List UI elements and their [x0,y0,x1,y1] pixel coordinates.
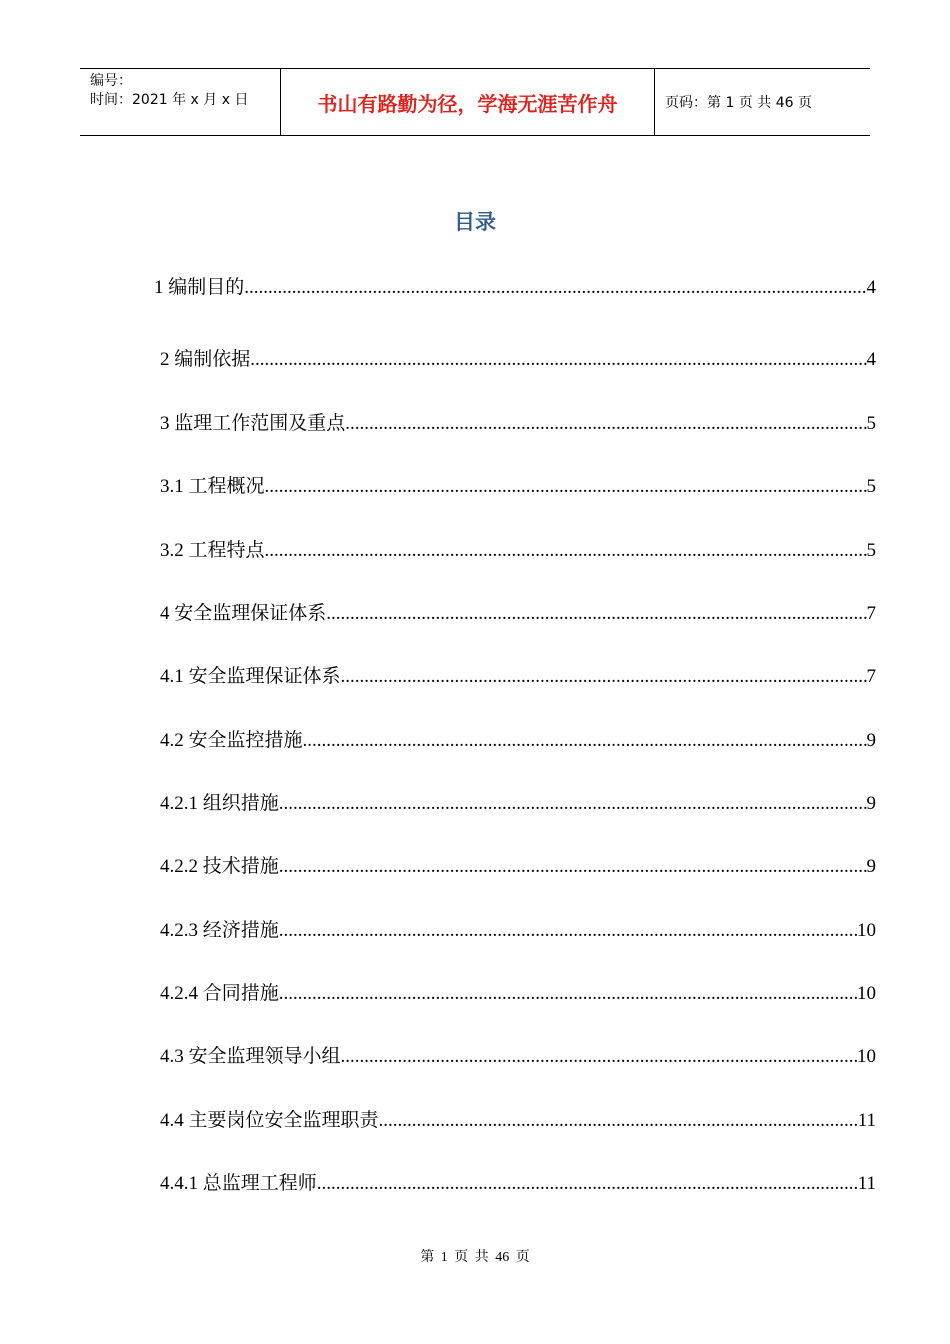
toc-leader-dots [279,983,857,1005]
toc-leader-dots [317,1173,858,1195]
toc-leader-dots [341,666,867,688]
toc-entry-page: 5 [866,413,876,434]
header-page-info: 页码：第 1 页 共 46 页 [665,95,812,111]
toc-entry-page: 9 [866,730,876,751]
toc-entry-page: 11 [857,1110,876,1131]
page-header [80,68,870,136]
toc-leader-dots [341,1046,857,1068]
toc-entry[interactable] [160,1168,876,1194]
toc-entry-label: 1 编制目的 [154,277,245,298]
toc-entry-page: 11 [857,1173,876,1194]
toc-leader-dots [303,730,867,752]
toc-entry-label: 4.2.2 技术措施 [160,856,279,877]
toc-leader-dots [279,856,867,878]
toc-entry[interactable] [160,535,876,561]
toc-leader-dots [279,920,857,942]
toc-entry-label: 2 编制依据 [160,349,251,370]
toc-entry[interactable] [160,598,876,624]
page-footer: 第 1 页 共 46 页 [420,1250,530,1265]
toc-entry-page: 10 [857,920,876,941]
toc-entry[interactable] [160,1105,876,1131]
toc-entry-page: 7 [866,666,876,687]
toc-entry-label: 4.2.1 组织措施 [160,793,279,814]
toc-entry[interactable] [160,661,876,687]
toc-entry-page: 7 [866,603,876,624]
toc-leader-dots [250,349,866,371]
toc-leader-dots [379,1110,858,1132]
toc-entry-label: 4.1 安全监理保证体系 [160,666,341,687]
toc-entry[interactable] [160,978,876,1004]
toc-entry-label: 3.2 工程特点 [160,540,265,561]
toc-entry-label: 3 监理工作范围及重点 [160,413,346,434]
toc-entry-page: 5 [866,476,876,497]
toc-leader-dots [279,793,867,815]
toc-entry[interactable] [160,725,876,751]
toc-entry[interactable] [160,1041,876,1067]
toc-entry-label: 4 安全监理保证体系 [160,603,327,624]
toc-entry-label: 4.4 主要岗位安全监理职责 [160,1110,379,1131]
toc-entry[interactable] [160,408,876,434]
toc-entry-page: 4 [866,349,876,370]
toc-entry-label: 4.4.1 总监理工程师 [160,1173,317,1194]
toc-entry-page: 9 [866,793,876,814]
toc-entry-label: 4.2 安全监控措施 [160,730,303,751]
toc-entry[interactable] [160,471,876,497]
toc-entry-label: 4.3 安全监理领导小组 [160,1046,341,1067]
toc-entry-label: 3.1 工程概况 [160,476,265,497]
toc-title: 目录 [454,210,496,234]
toc-entry[interactable] [160,915,876,941]
toc-leader-dots [326,603,866,625]
toc-entry-page: 5 [866,540,876,561]
header-meta [80,69,281,135]
toc-entry-page: 10 [857,983,876,1004]
document-number: 编号： [90,73,132,89]
document-date: 时间：2021 年 x 月 x 日 [90,92,249,108]
toc-entry-page: 4 [866,277,876,298]
toc-leader-dots [265,476,867,498]
toc-leader-dots [244,277,866,299]
toc-entry[interactable] [160,344,876,370]
header-motto: 书山有路勤为径，学海无涯苦作舟 [281,69,655,135]
toc-entry-label: 4.2.4 合同措施 [160,983,279,1004]
toc-leader-dots [265,540,867,562]
toc-entry[interactable] [160,851,876,877]
toc-entry[interactable] [154,272,876,298]
toc-entry[interactable] [160,788,876,814]
toc-leader-dots [345,413,866,435]
toc-entry-label: 4.2.3 经济措施 [160,920,279,941]
toc-entry-page: 9 [866,856,876,877]
toc-entry-page: 10 [857,1046,876,1067]
